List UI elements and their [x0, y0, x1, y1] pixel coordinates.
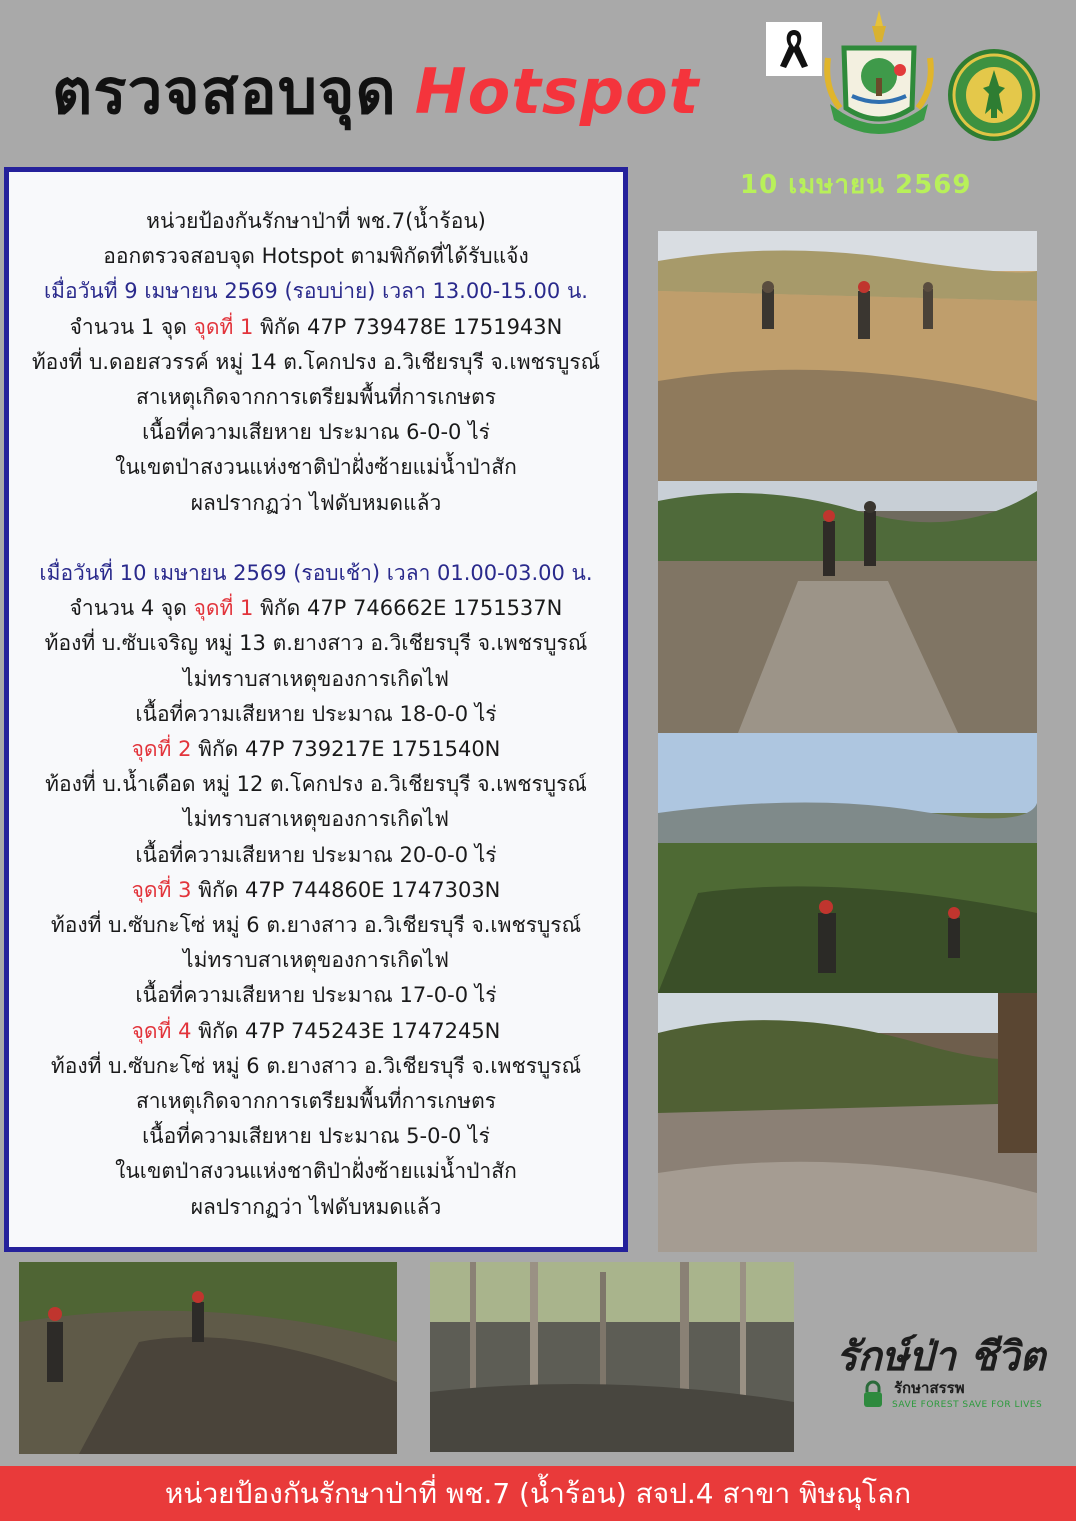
footer-banner: หน่วยป้องกันรักษาป่าที่ พช.7 (น้ำร้อน) สจป.4 สาขา พิษณุโลก [0, 1466, 1076, 1521]
round1-result: ผลปรากฏว่า ไฟดับหมดแล้ว [190, 490, 442, 515]
round2-zone: ในเขตป่าสงวนแห่งชาติป่าฝั่งซ้ายแม่น้ำป่าสัก [115, 1159, 517, 1184]
point2-coord: พิกัด 47P 739217E 1751540N [191, 737, 501, 762]
point2-cause: ไม่ทราบสาเหตุของการเกิดไฟ [183, 807, 449, 832]
point4-cause: สาเหตุเกิดจากการเตรียมพื้นที่การเกษตร [135, 1089, 497, 1114]
round2-count: จำนวน 4 จุด [69, 596, 187, 621]
round1-location: ท้องที่ บ.ดอยสวรรค์ หมู่ 14 ต.โคกปรง อ.วิเชียรบุรี จ.เพชรบูรณ์ [31, 349, 601, 374]
round1-cause: สาเหตุเกิดจากการเตรียมพื้นที่การเกษตร [135, 385, 497, 410]
point2-label: จุดที่ 2 [131, 737, 192, 762]
point3-damage: เนื้อที่ความเสียหาย ประมาณ 17-0-0 ไร่ [135, 983, 497, 1008]
field-photo-slope [19, 1262, 397, 1454]
round1-heading: เมื่อวันที่ 9 เมษายน 2569 (รอบบ่าย) เวลา 13.00-15.00 น. [44, 279, 588, 304]
round2-heading: เมื่อวันที่ 10 เมษายน 2569 (รอบเช้า) เวลา 01.00-03.00 น. [39, 561, 593, 586]
field-photo-forest [430, 1262, 794, 1452]
round1-point-coord: พิกัด 47P 739478E 1751943N [253, 314, 563, 339]
report-date: 10 เมษายน 2569 [740, 170, 972, 200]
intro-line: ออกตรวจสอบจุด Hotspot ตามพิกัดที่ได้รับแจ้ง [103, 244, 529, 269]
black-mourning-ribbon-icon [766, 22, 822, 76]
royal-forest-department-logo [947, 48, 1041, 142]
round1-zone: ในเขตป่าสงวนแห่งชาติป่าฝั่งซ้ายแม่น้ำป่าสัก [115, 455, 517, 480]
point2-damage: เนื้อที่ความเสียหาย ประมาณ 20-0-0 ไร่ [135, 842, 497, 867]
field-photo-brush [658, 481, 1037, 733]
report-panel [4, 167, 628, 1252]
point1-cause: ไม่ทราบสาเหตุของการเกิดไฟ [183, 666, 449, 691]
round2-point1-line [9, 591, 623, 626]
point1-damage: เนื้อที่ความเสียหาย ประมาณ 18-0-0 ไร่ [135, 701, 497, 726]
round2-point4-line [9, 1014, 623, 1049]
title-hotspot: Hotspot [414, 55, 700, 128]
round1-count: จำนวน 1 จุด [69, 314, 187, 339]
round1-point-label: จุดที่ 1 [193, 314, 254, 339]
round1-damage: เนื้อที่ความเสียหาย ประมาณ 6-0-0 ไร่ [142, 420, 490, 445]
point4-label: จุดที่ 4 [131, 1018, 192, 1043]
point3-cause: ไม่ทราบสาเหตุของการเกิดไฟ [183, 948, 449, 973]
point2-location: ท้องที่ บ.น้ำเดือด หมู่ 12 ต.โคกปรง อ.วิเชียรบุรี จ.เพชรบูรณ์ [45, 772, 587, 797]
point3-label: จุดที่ 3 [131, 877, 192, 902]
point1-location: ท้องที่ บ.ซับเจริญ หมู่ 13 ต.ยางสาว อ.วิเชียรบุรี จ.เพชรบูรณ์ [44, 631, 588, 656]
point4-damage: เนื้อที่ความเสียหาย ประมาณ 5-0-0 ไร่ [142, 1124, 490, 1149]
point1-label: จุดที่ 1 [193, 596, 254, 621]
department-emblem-logo [822, 8, 936, 140]
lock-icon [862, 1380, 884, 1408]
round2-point3-line [9, 873, 623, 908]
field-photo-valley [658, 733, 1037, 993]
unit-line: หน่วยป้องกันรักษาป่าที่ พช.7(น้ำร้อน) [146, 209, 486, 233]
point3-coord: พิกัด 47P 744860E 1747303N [191, 877, 501, 902]
round2-point2-line [9, 732, 623, 767]
point4-coord: พิกัด 47P 745243E 1747245N [191, 1018, 501, 1043]
field-photo-hillside [658, 231, 1037, 481]
round1-point-line [9, 310, 623, 345]
brand-main-text: รักษ์ป่า ชีวิต [836, 1334, 1046, 1380]
field-photo-burned-ground [658, 993, 1037, 1252]
save-forest-brand-logo [832, 1324, 1062, 1424]
title-thai: ตรวจสอบจุด [52, 55, 397, 128]
round2-result: ผลปรากฏว่า ไฟดับหมดแล้ว [190, 1194, 442, 1219]
brand-sub-text: รักษาสรรพ [894, 1379, 965, 1397]
point4-location: ท้องที่ บ.ซับกะโซ่ หมู่ 6 ต.ยางสาว อ.วิเชียรบุรี จ.เพชรบูรณ์ [50, 1053, 582, 1078]
page-title [52, 52, 699, 132]
point1-coord: พิกัด 47P 746662E 1751537N [253, 596, 563, 621]
point3-location: ท้องที่ บ.ซับกะโซ่ หมู่ 6 ต.ยางสาว อ.วิเชียรบุรี จ.เพชรบูรณ์ [50, 913, 582, 938]
brand-tagline: SAVE FOREST SAVE FOR LIVES [892, 1400, 1043, 1410]
